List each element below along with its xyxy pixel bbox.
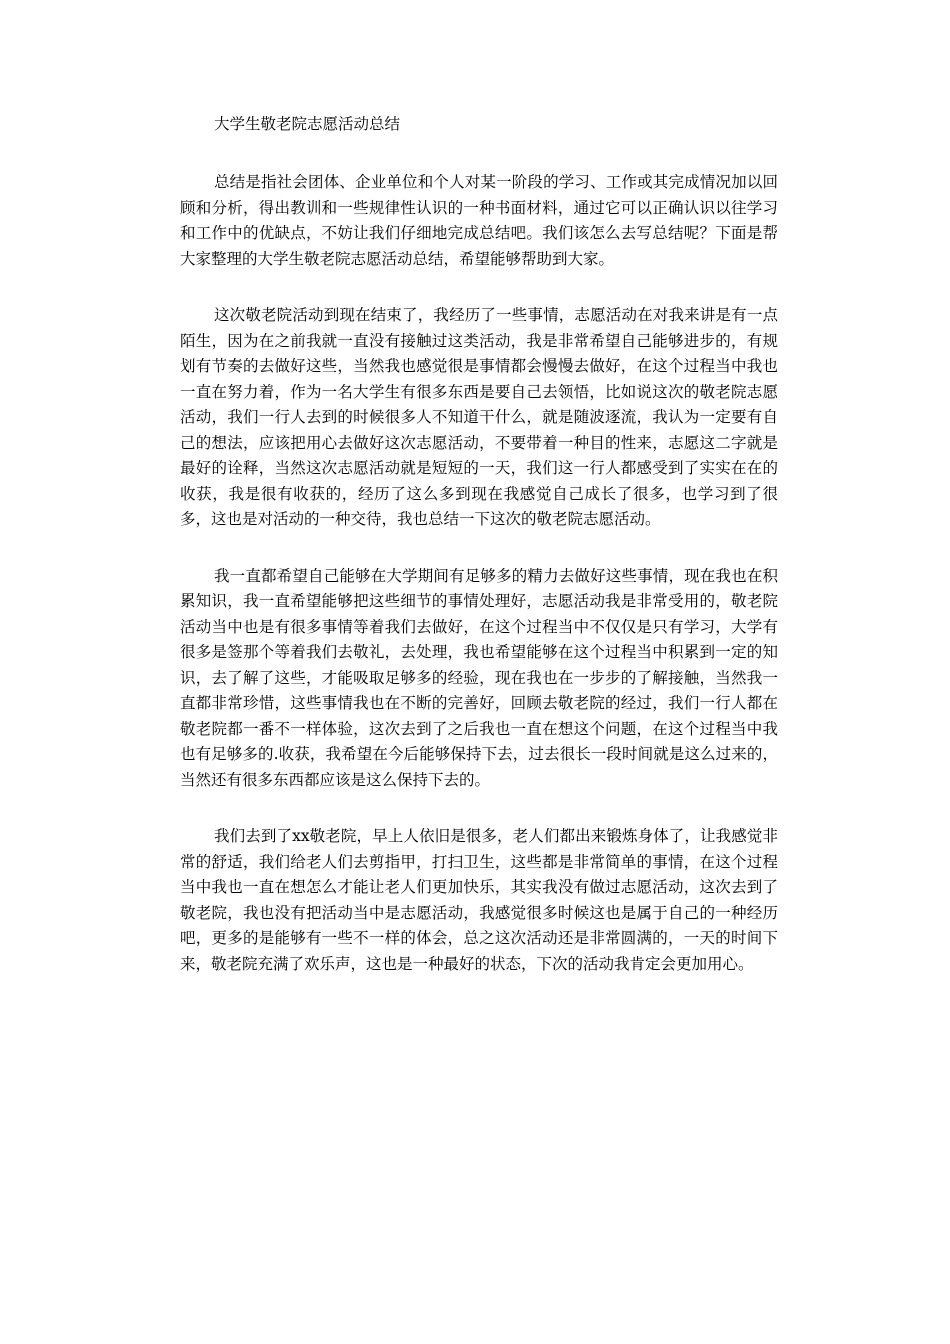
body-paragraph-3: 我们去到了xx敬老院，早上人依旧是很多，老人们都出来锻炼身体了，让我感觉非常的舒适，我们给老人们去剪指甲，打扫卫生，这些都是非常简单的事情，在这个过程当中我也一直在想怎么才能让老人们更加快乐，其实我没有做过志愿活动，这次去到了敬老院，我也没有把活动当中是志愿活动，我感觉很多时候这也是属于自己的一种经历吧，更多的是能够有一些不一样的体会，总之这次活动还是非常圆满的，一天的时间下来，敬老院充满了欢乐声，这也是一种最好的状态，下次的活动我肯定会更加用心。 (180, 827, 778, 973)
document-title: 大学生敬老院志愿活动总结 (214, 115, 401, 133)
intro-paragraph: 总结是指社会团体、企业单位和个人对某一阶段的学习、工作或其完成情况加以回顾和分析，得出教训和一些规律性认识的一种书面材料，通过它可以正确认识以往学习和工作中的优缺点，不妨让我们仔细地完成总结吧。我们该怎么去写总结呢？下面是帮大家整理的大学生敬老院志愿活动总结，希望能够帮助到大家。 (180, 173, 778, 268)
document-page (180, 112, 778, 977)
body-paragraph-2: 我一直都希望自己能够在大学期间有足够多的精力去做好这些事情，现在我也在积累知识，我一直希望能够把这些细节的事情处理好，志愿活动我是非常受用的，敬老院活动当中也是有很多事情等着我们去做好，在这个过程当中不仅仅是只有学习，大学有很多是签那个等着我们去敬礼，去处理，我也希望能够在这个过程当中积累到一定的知识，去了解了这些，才能吸取足够多的经验，现在我也在一步步的了解接触，当然我一直都非常珍惜，这些事情我也在不断的完善好，回顾去敬老院的经过，我们一行人都在敬老院都一番不一样体验，这次去到了之后我也一直在想这个问题，在这个过程当中我也有足够多的.收获，我希望在今后能够保持下去，过去很长一段时间就是这么过来的，当然还有很多东西都应该是这么保持下去的。 (180, 566, 778, 789)
body-paragraph-1: 这次敬老院活动到现在结束了，我经历了一些事情，志愿活动在对我来讲是有一点陌生，因为在之前我就一直没有接触过这类活动，我是非常希望自己能够进步的，有规划有节奏的去做好这些，当然我也感觉很是事情都会慢慢去做好，在这个过程当中我也一直在努力着，作为一名大学生有很多东西是要自己去领悟，比如说这次的敬老院志愿活动，我们一行人去到的时候很多人不知道干什么，就是随波逐流，我认为一定要有自己的想法，应该把用心去做好这次志愿活动，不要带着一种目的性来，志愿这二字就是最好的诠释，当然这次志愿活动就是短短的一天，我们这一行人都感受到了实实在在的收获，我是很有收获的，经历了这么多到现在我感觉自己成长了很多，也学习到了很多，这也是对活动的一种交待，我也总结一下这次的敬老院志愿活动。 (180, 306, 778, 528)
